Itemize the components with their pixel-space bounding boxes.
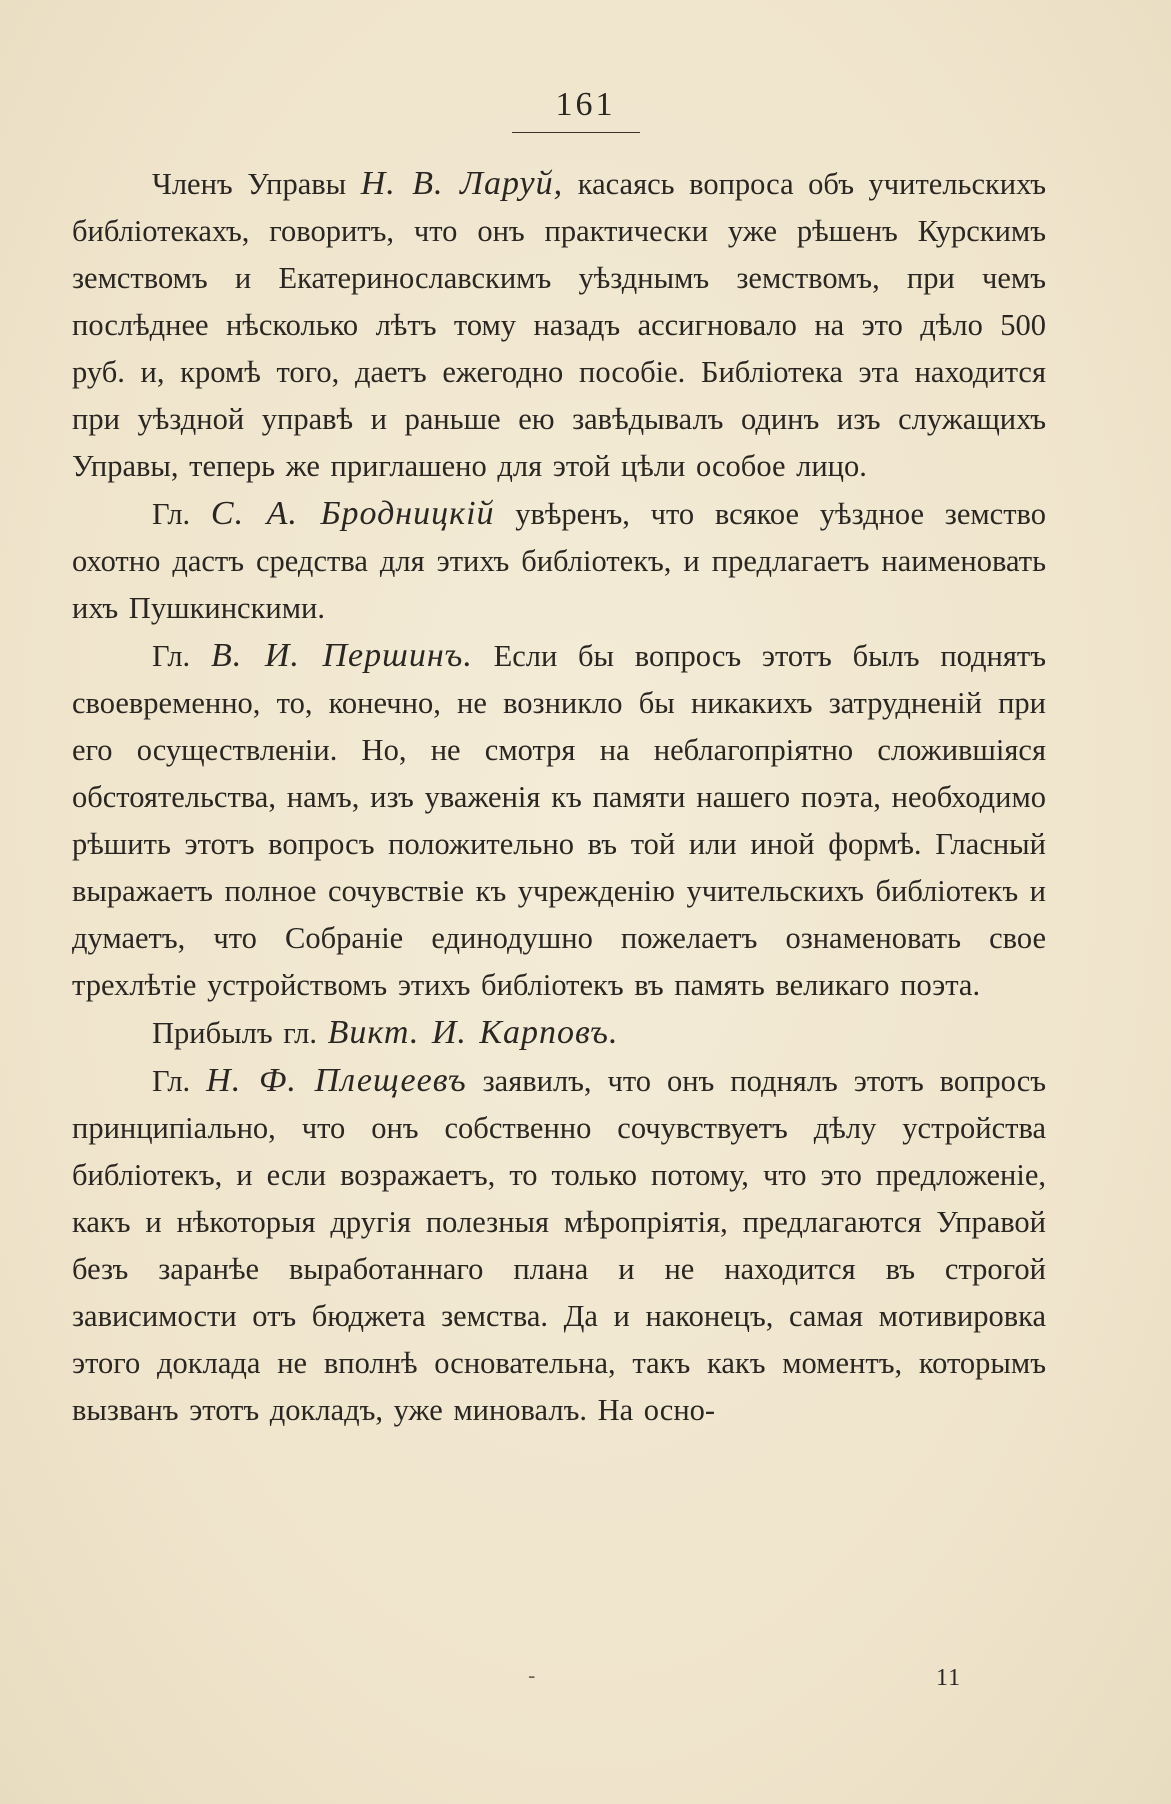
speaker-name-karpov: Викт. И. Карповъ. xyxy=(327,1014,619,1051)
paragraph-3 xyxy=(72,632,1046,1009)
paragraph-5 xyxy=(72,1057,1046,1434)
paragraph-5-text: заявилъ, что онъ поднялъ этотъ вопросъ принципіально, что онъ собственно сочувствуетъ дѣлу устройства библіотекъ, и если возражаетъ, то только потому, что это предложеніе, какъ и нѣкоторыя другія полезныя мѣропріятія, предлагаются Управой безъ заранѣе выработаннаго плана и не находится въ строгой зависимости отъ бюджета земства. Да и наконецъ, самая мотивировка этого доклада не вполнѣ основательна, такъ какъ моментъ, которымъ вызванъ этотъ докладъ, уже миновалъ. На осно- xyxy=(72,1064,1046,1427)
speaker-name-brodnitsky: С. А. Бродницкій xyxy=(210,495,495,532)
paragraph-3-text: Если бы вопросъ этотъ былъ поднятъ своевременно, то, конечно, не возникло бы никакихъ затрудненій при его осуществленіи. Но, не смотря на неблагопріятно сложившіяся обстоятельства, намъ, изъ уваженія къ памяти нашего поэта, необходимо рѣшить этотъ вопросъ положительно въ той или иной формѣ. Гласный выражаетъ полное сочувствіе къ учрежденію учительскихъ библіотекъ и думаетъ, что Собраніе единодушно пожелаетъ ознаменовать свое трехлѣтіе устройствомъ этихъ библіотекъ въ память великаго поэта. xyxy=(72,639,1046,1002)
paragraph-1-prefix: Членъ Управы xyxy=(152,167,361,201)
paragraph-1-text: касаясь вопроса объ учительскихъ библіотекахъ, говоритъ, что онъ практически уже рѣшенъ Курскимъ земствомъ и Екатеринославскимъ уѣзднымъ земствомъ, при чемъ послѣднее нѣсколько лѣтъ тому назадъ ассигновало на это дѣло 500 руб. и, кромѣ того, даетъ ежегодно пособіе. Библіотека эта находится при уѣздной управѣ и раньше ею завѣдывалъ одинъ изъ служащихъ Управы, теперь же приглашено для этой цѣли особое лицо. xyxy=(72,167,1046,483)
paragraph-4-prefix: Прибылъ гл. xyxy=(152,1016,328,1050)
paragraph-2 xyxy=(72,490,1046,632)
paragraph-3-prefix: Гл. xyxy=(152,639,211,673)
page-number: 161 xyxy=(555,86,616,123)
paragraph-1 xyxy=(72,160,1046,490)
footer-dash: - xyxy=(528,1664,536,1689)
speaker-name-pleshcheev: Н. Ф. Плещеевъ xyxy=(206,1062,467,1099)
speaker-name-laruy: Н. В. Ларуй, xyxy=(360,165,564,202)
paragraph-5-prefix: Гл. xyxy=(152,1064,207,1098)
paragraph-4 xyxy=(72,1009,1046,1057)
paragraph-2-prefix: Гл. xyxy=(152,497,211,531)
signature-mark: 11 xyxy=(936,1665,962,1691)
paragraph-2-text: увѣренъ, что всякое уѣздное земство охотно дастъ средства для этихъ библіотекъ, и предлагаетъ наименовать ихъ Пушкинскими. xyxy=(72,497,1046,625)
header-rule xyxy=(512,132,640,133)
body-text xyxy=(72,160,1046,1434)
speaker-name-pershin: В. И. Першинъ. xyxy=(210,637,473,674)
